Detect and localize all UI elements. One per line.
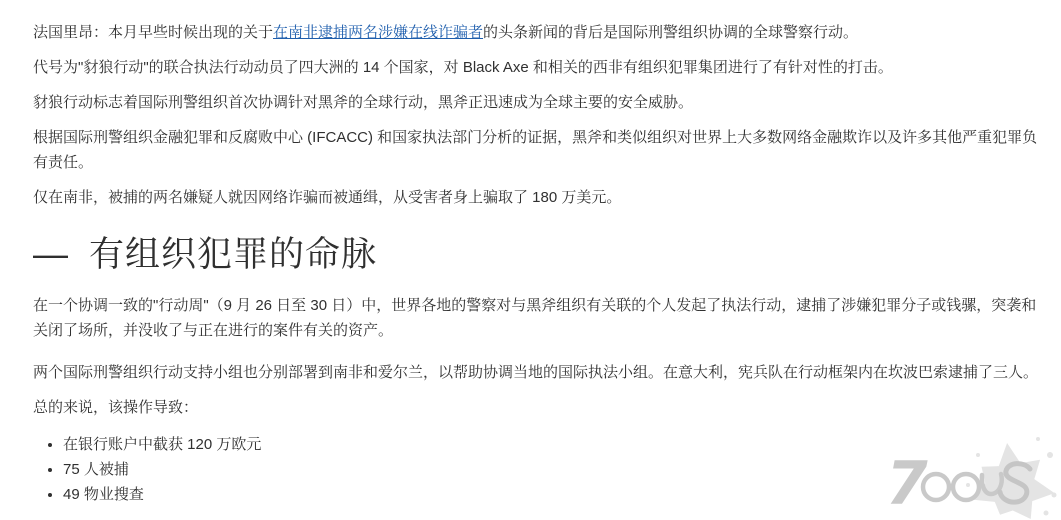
list-item: • 49 物业搜查 xyxy=(63,482,1043,507)
paragraph-ifcacc-evidence: 根据国际刑警组织金融犯罪和反腐败中心 (IFCACC) 和国家执法部门分析的证据，黑斧和类似组织对世界上大多数网络金融欺诈以及许多其他严重犯罪负有责任。 xyxy=(33,129,1038,171)
heading-title: 有组织犯罪的命脉 xyxy=(89,235,378,274)
list-item: • 75 人被捕 xyxy=(63,457,1043,482)
paragraph-support-teams: 两个国际刑警组织行动支持小组也分别部署到南非和爱尔兰，以帮助协调当地的国际执法小组。在意大利，宪兵队在行动框架内在坎波巴索逮捕了三人。 xyxy=(33,364,1039,381)
paragraph-first-global-action: 豺狼行动标志着国际刑警组织首次协调针对黑斧的全球行动，黑斧正迅速成为全球主要的安全威胁。 xyxy=(33,94,694,111)
heading-dash: — xyxy=(33,235,69,274)
paragraph-text: 的头条新闻的背后是国际刑警组织协调的全球警察行动。 xyxy=(483,24,859,41)
paragraph-text: 法国里昂：本月早些时候出现的关于 xyxy=(33,24,274,41)
section-heading xyxy=(33,233,1043,277)
list-item: • 在银行账户中截获 120 万欧元 xyxy=(63,432,1043,457)
svg-text:7: 7 xyxy=(886,449,928,519)
paragraph-action-week: 在一个协调一致的"行动周"（9 月 26 日至 30 日）中，世界各地的警察对与黑斧组织有关联的个人发起了执法行动，逮捕了涉嫌犯罪分子或钱骡，突袭和关闭了场所，并没收了与正在进行的案件有关的资产。 xyxy=(33,297,1037,339)
arrest-news-link[interactable]: 在南非逮捕两名涉嫌在线诈骗者 xyxy=(273,24,484,41)
paragraph-operation-codename: 代号为"豺狼行动"的联合执法行动动员了四大洲的 14 个国家，对 Black Axe 和相关的西非有组织犯罪集团进行了有针对性的打击。 xyxy=(33,59,893,76)
paragraph-results-lead-in: 总的来说，该操作导致： xyxy=(33,399,199,416)
paragraph-intro xyxy=(33,20,1043,45)
results-list xyxy=(33,432,1043,507)
paragraph-south-africa-suspects: 仅在南非，被捕的两名嫌疑人就因网络诈骗而被通缉，从受害者身上骗取了 180 万美元。 xyxy=(33,189,622,206)
